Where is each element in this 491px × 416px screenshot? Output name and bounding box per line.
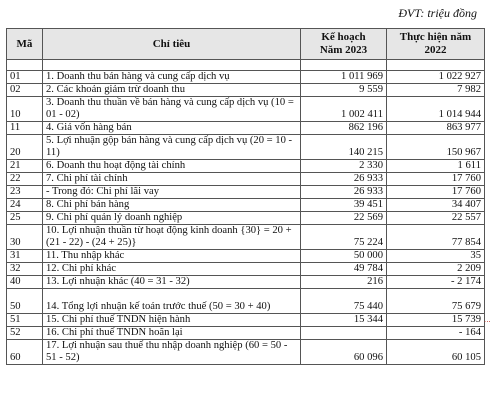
row-name: 5. Lợi nhuận gộp bán hàng và cung cấp dịch vụ (20 = 10 - 11)	[43, 135, 301, 160]
row-actual-value: 17 760	[387, 173, 485, 186]
row-actual-value: 75 679	[387, 289, 485, 314]
row-name: 3. Doanh thu thuần về bán hàng và cung cấp dịch vụ (10 = 01 - 02)	[43, 97, 301, 122]
row-name: 2. Các khoản giảm trừ doanh thu	[43, 84, 301, 97]
row-plan-value: 75 224	[301, 225, 387, 250]
row-actual-value: 35	[387, 250, 485, 263]
row-code: 32	[7, 263, 43, 276]
row-actual-value: 150 967	[387, 135, 485, 160]
spacer-row	[7, 60, 485, 71]
row-name: 1. Doanh thu bán hàng và cung cấp dịch vụ	[43, 71, 301, 84]
row-plan-value: 22 569	[301, 212, 387, 225]
row-actual-value: 2 209	[387, 263, 485, 276]
row-name: 11. Thu nhập khác	[43, 250, 301, 263]
header-plan: Kế hoạch Năm 2023	[301, 29, 387, 60]
row-actual-value: 60 105	[387, 340, 485, 365]
row-name: 7. Chi phí tài chính	[43, 173, 301, 186]
row-actual-value: 77 854	[387, 225, 485, 250]
row-actual-value: 1 022 927	[387, 71, 485, 84]
row-actual-value: 863 977	[387, 122, 485, 135]
row-code: 11	[7, 122, 43, 135]
row-actual-value: 34 407	[387, 199, 485, 212]
table-row	[7, 225, 485, 250]
table-row	[7, 71, 485, 84]
table-row	[7, 97, 485, 122]
row-code: 50	[7, 289, 43, 314]
row-plan-value: 26 933	[301, 173, 387, 186]
row-plan-value: 1 011 969	[301, 71, 387, 84]
row-plan-value: 140 215	[301, 135, 387, 160]
row-code: 02	[7, 84, 43, 97]
row-name: 17. Lợi nhuận sau thuế thu nhập doanh nghiệp (60 = 50 - 51 - 52)	[43, 340, 301, 365]
table-header-row	[7, 29, 485, 60]
table-row	[7, 135, 485, 160]
table-row	[7, 160, 485, 173]
unit-note: ĐVT: triệu đồng	[398, 6, 477, 20]
row-plan-value: 26 933	[301, 186, 387, 199]
row-plan-value	[301, 327, 387, 340]
table-row	[7, 84, 485, 97]
table-row	[7, 199, 485, 212]
row-code: 25	[7, 212, 43, 225]
row-code: 24	[7, 199, 43, 212]
header-actual: Thực hiện năm 2022	[387, 29, 485, 60]
table-row	[7, 122, 485, 135]
row-plan-value: 15 344	[301, 314, 387, 327]
row-name: 14. Tổng lợi nhuận kế toán trước thuế (50 = 30 + 40)	[43, 289, 301, 314]
row-code: 60	[7, 340, 43, 365]
row-name: - Trong đó: Chi phí lãi vay	[43, 186, 301, 199]
row-code: 52	[7, 327, 43, 340]
row-plan-value: 862 196	[301, 122, 387, 135]
table-row	[7, 173, 485, 186]
row-actual-value: 1 014 944	[387, 97, 485, 122]
table-row	[7, 212, 485, 225]
row-plan-value: 75 440	[301, 289, 387, 314]
row-code: 10	[7, 97, 43, 122]
header-name: Chỉ tiêu	[43, 29, 301, 60]
row-plan-value: 216	[301, 276, 387, 289]
row-actual-value: 22 557	[387, 212, 485, 225]
table-row	[7, 327, 485, 340]
row-code: 51	[7, 314, 43, 327]
row-plan-value: 60 096	[301, 340, 387, 365]
row-plan-value: 50 000	[301, 250, 387, 263]
income-plan-table	[6, 28, 485, 365]
row-plan-value: 2 330	[301, 160, 387, 173]
row-name: 9. Chi phí quản lý doanh nghiệp	[43, 212, 301, 225]
row-plan-value: 49 784	[301, 263, 387, 276]
row-name: 13. Lợi nhuận khác (40 = 31 - 32)	[43, 276, 301, 289]
table-body	[7, 60, 485, 365]
row-actual-value: 7 982	[387, 84, 485, 97]
table-row	[7, 314, 485, 327]
row-name: 15. Chi phí thuế TNDN hiện hành	[43, 314, 301, 327]
row-name: 4. Giá vốn hàng bán	[43, 122, 301, 135]
edge-mark: ⋮	[483, 318, 491, 325]
table-row	[7, 340, 485, 365]
row-code: 22	[7, 173, 43, 186]
table-row	[7, 250, 485, 263]
row-code: 20	[7, 135, 43, 160]
table-row	[7, 186, 485, 199]
row-actual-value: 15 739	[387, 314, 485, 327]
row-name: 12. Chi phí khác	[43, 263, 301, 276]
row-name: 6. Doanh thu hoạt động tài chính	[43, 160, 301, 173]
header-code: Mã	[7, 29, 43, 60]
row-code: 30	[7, 225, 43, 250]
table-row	[7, 263, 485, 276]
row-name: 8. Chi phí bán hàng	[43, 199, 301, 212]
row-actual-value: - 164	[387, 327, 485, 340]
row-actual-value: 1 611	[387, 160, 485, 173]
row-code: 23	[7, 186, 43, 199]
row-code: 21	[7, 160, 43, 173]
row-plan-value: 1 002 411	[301, 97, 387, 122]
row-actual-value: - 2 174	[387, 276, 485, 289]
row-code: 01	[7, 71, 43, 84]
table-row	[7, 276, 485, 289]
row-name: 16. Chi phí thuế TNDN hoãn lại	[43, 327, 301, 340]
row-plan-value: 9 559	[301, 84, 387, 97]
table-row	[7, 289, 485, 314]
row-plan-value: 39 451	[301, 199, 387, 212]
row-actual-value: 17 760	[387, 186, 485, 199]
row-name: 10. Lợi nhuận thuần từ hoạt động kinh doanh {30} = 20 + (21 - 22) - (24 + 25)}	[43, 225, 301, 250]
row-code: 40	[7, 276, 43, 289]
row-code: 31	[7, 250, 43, 263]
